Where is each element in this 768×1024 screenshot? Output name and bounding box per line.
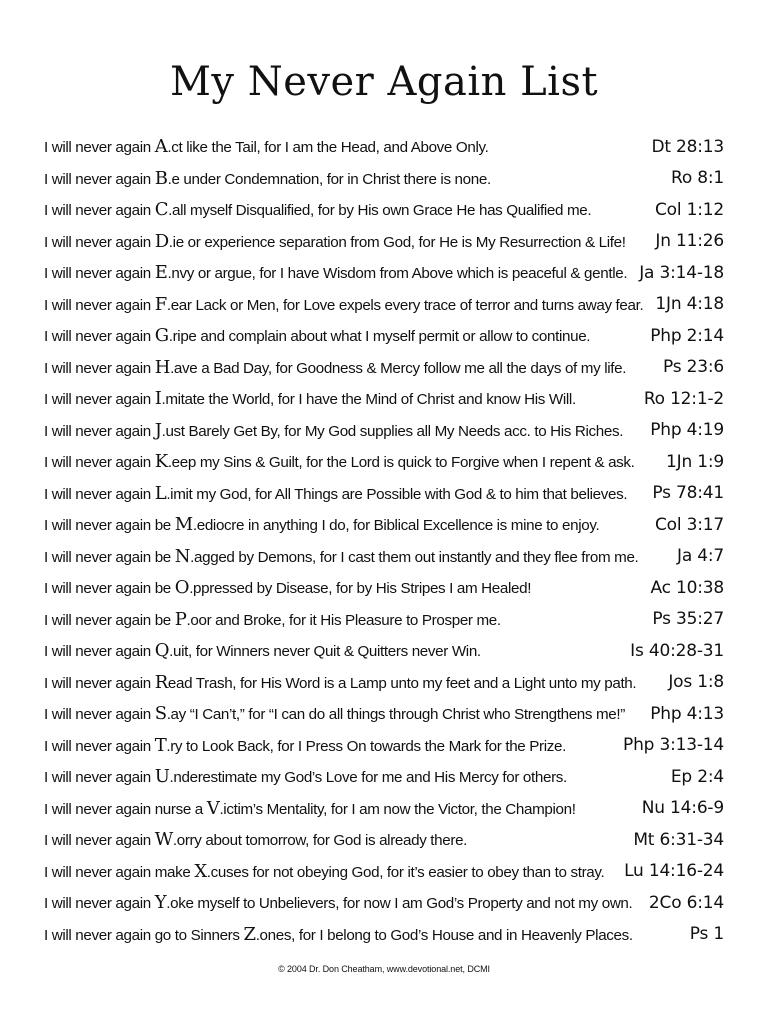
list-item	[44, 257, 724, 289]
scripture-reference: Dt 28:13	[651, 136, 724, 157]
statement-text	[44, 388, 638, 409]
statement-prefix: I will never again	[44, 454, 155, 472]
alphabet-letter: U	[154, 766, 170, 788]
list-item	[44, 226, 724, 258]
statement-prefix: I will never again	[44, 674, 155, 692]
list-item	[44, 824, 724, 856]
statement-prefix: I will never again	[44, 643, 155, 661]
scripture-reference: Col 3:17	[655, 514, 724, 535]
scripture-reference: Ps 35:27	[652, 609, 724, 630]
page-title: My Never Again List	[169, 59, 599, 105]
list-item	[44, 415, 724, 447]
alphabet-letter: N	[174, 545, 191, 567]
statement-text	[44, 798, 636, 819]
statement-prefix: I will never again	[44, 769, 155, 787]
alphabet-letter: S	[154, 703, 167, 725]
statement-text	[44, 766, 665, 787]
statement-text	[44, 735, 617, 756]
statement-prefix: I will never again be	[44, 611, 175, 629]
statement-prefix: I will never again	[44, 895, 155, 913]
list-item	[44, 446, 724, 478]
statement-prefix: I will never again	[44, 139, 155, 157]
alphabet-letter: L	[154, 482, 167, 504]
alphabet-letter: X	[194, 860, 207, 882]
alphabet-letter: G	[154, 325, 169, 347]
statement-rest: .mitate the World, for I have the Mind of Christ and know His Will.	[161, 391, 576, 409]
alphabet-letter: Y	[154, 892, 167, 914]
statement-rest: .ear Lack or Men, for Love expels every trace of terror and turns away fear.	[166, 296, 644, 314]
scripture-reference: Is 40:28-31	[630, 640, 724, 661]
statement-rest: .cuses for not obeying God, for it’s easier to obey than to stray.	[206, 863, 605, 881]
scripture-reference: Nu 14:6-9	[641, 798, 724, 819]
statement-text	[44, 325, 644, 346]
statement-text	[44, 168, 665, 189]
scripture-reference: Php 3:13-14	[623, 735, 724, 756]
statement-rest: ead Trash, for His Word is a Lamp unto my feet and a Light unto my path.	[167, 674, 637, 692]
statement-prefix: I will never again	[44, 485, 155, 503]
statement-prefix: I will never again nurse a	[44, 800, 207, 818]
list-item	[44, 541, 724, 573]
statement-prefix: I will never again	[44, 265, 155, 283]
scripture-reference: 2Co 6:14	[648, 892, 724, 913]
statement-rest: .nvy or argue, for I have Wisdom from Above which is peaceful & gentle.	[167, 265, 628, 283]
statement-rest: .ediocre in anything I do, for Biblical Excellence is mine to enjoy.	[192, 517, 600, 535]
list-item	[44, 856, 724, 888]
list-item	[44, 698, 724, 730]
statement-rest: .ones, for I belong to God’s House and in Heavenly Places.	[255, 926, 633, 944]
list-item	[44, 919, 724, 951]
alphabet-letter: R	[154, 671, 168, 693]
alphabet-letter: B	[154, 167, 168, 189]
statement-prefix: I will never again be	[44, 580, 175, 598]
scripture-reference: Php 4:13	[650, 703, 724, 724]
list-item	[44, 761, 724, 793]
statement-prefix: I will never again be	[44, 548, 175, 566]
statement-text	[44, 199, 649, 220]
statement-text	[44, 483, 646, 504]
statement-prefix: I will never again	[44, 202, 155, 220]
statement-text	[44, 262, 633, 283]
statement-prefix: I will never again	[44, 296, 155, 314]
scripture-reference: Php 2:14	[650, 325, 724, 346]
list-item	[44, 635, 724, 667]
scripture-reference: Ja 4:7	[677, 546, 724, 567]
alphabet-letter: M	[174, 514, 193, 536]
list-item	[44, 509, 724, 541]
scripture-reference: Jos 1:8	[668, 672, 724, 693]
statement-prefix: I will never again	[44, 359, 155, 377]
alphabet-letter: V	[206, 797, 220, 819]
alphabet-letter: P	[174, 608, 187, 630]
scripture-reference: Ps 78:41	[652, 483, 724, 504]
statement-rest: .ppressed by Disease, for by His Stripes I am Healed!	[189, 580, 532, 598]
list-item	[44, 320, 724, 352]
statement-rest: .oke myself to Unbelievers, for now I am God’s Property and not my own.	[166, 895, 633, 913]
scripture-reference: Jn 11:26	[655, 231, 724, 252]
statement-text	[44, 420, 644, 441]
statement-rest: .ust Barely Get By, for My God supplies all My Needs acc. to His Riches.	[161, 422, 624, 440]
scripture-reference: Ro 8:1	[670, 168, 724, 189]
statement-rest: .e under Condemnation, for in Christ there is none.	[167, 170, 491, 188]
scripture-reference: Ep 2:4	[670, 766, 724, 787]
list-item	[44, 194, 724, 226]
list-item	[44, 887, 724, 919]
statement-prefix: I will never again	[44, 391, 155, 409]
statement-text	[44, 514, 649, 535]
list-item	[44, 131, 724, 163]
statement-rest: .orry about tomorrow, for God is already there.	[172, 832, 468, 850]
statement-rest: .ictim’s Mentality, for I am now the Victor, the Champion!	[219, 800, 576, 818]
statement-text	[44, 703, 644, 724]
list-item	[44, 289, 724, 321]
alphabet-letter: I	[154, 388, 162, 410]
statement-rest: .ripe and complain about what I myself permit or allow to continue.	[168, 328, 591, 346]
scripture-reference: Ro 12:1-2	[643, 388, 724, 409]
statement-rest: .ave a Bad Day, for Goodness & Mercy follow me all the days of my life.	[170, 359, 627, 377]
statement-rest: .imit my God, for All Things are Possible with God & to him that believes.	[166, 485, 628, 503]
statement-rest: .uit, for Winners never Quit & Quitters never Win.	[169, 643, 481, 661]
alphabet-letter: Q	[154, 640, 170, 662]
statement-rest: .ry to Look Back, for I Press On towards the Mark for the Prize.	[166, 737, 566, 755]
statement-prefix: I will never again	[44, 233, 155, 251]
copyright-footer: © 2004 Dr. Don Cheatham, www.devotional.net, DCMI	[278, 964, 490, 974]
scripture-reference: Mt 6:31-34	[633, 829, 724, 850]
scripture-reference: Ja 3:14-18	[639, 262, 724, 283]
alphabet-letter: E	[154, 262, 168, 284]
statement-prefix: I will never again	[44, 737, 155, 755]
scripture-reference: Ac 10:38	[650, 577, 724, 598]
alphabet-letter: A	[154, 136, 168, 158]
statement-rest: .nderestimate my God’s Love for me and His Mercy for others.	[169, 769, 567, 787]
list-item	[44, 730, 724, 762]
scripture-reference: Col 1:12	[655, 199, 724, 220]
statement-text	[44, 640, 624, 661]
statement-prefix: I will never again	[44, 706, 155, 724]
statement-prefix: I will never again make	[44, 863, 195, 881]
alphabet-letter: D	[154, 230, 169, 252]
list-item	[44, 572, 724, 604]
statement-text	[44, 924, 684, 945]
alphabet-letter: C	[154, 199, 169, 221]
alphabet-letter: Z	[243, 923, 256, 945]
statement-text	[44, 136, 645, 157]
scripture-reference: Php 4:19	[650, 420, 724, 441]
statement-prefix: I will never again	[44, 170, 155, 188]
statement-rest: .all myself Disqualified, for by His own Grace He has Qualified me.	[168, 202, 592, 220]
alphabet-letter: W	[154, 829, 173, 851]
statement-rest: .agged by Demons, for I cast them out instantly and they flee from me.	[190, 548, 639, 566]
scripture-reference: Ps 23:6	[663, 357, 724, 378]
statement-text	[44, 892, 643, 913]
statement-prefix: I will never again	[44, 422, 155, 440]
list-item	[44, 383, 724, 415]
alphabet-letter: F	[154, 293, 167, 315]
alphabet-letter: T	[154, 734, 167, 756]
statement-prefix: I will never again go to Sinners	[44, 926, 244, 944]
statement-text	[44, 231, 649, 252]
statement-rest: .ct like the Tail, for I am the Head, and Above Only.	[167, 139, 489, 157]
alphabet-letter: H	[154, 356, 171, 378]
statement-text	[44, 294, 649, 315]
list-item	[44, 163, 724, 195]
list-item	[44, 604, 724, 636]
statement-prefix: I will never again	[44, 832, 155, 850]
scripture-reference: 1Jn 4:18	[655, 294, 724, 315]
statement-rest: .ie or experience separation from God, for He is My Resurrection & Life!	[168, 233, 626, 251]
scripture-reference: 1Jn 1:9	[666, 451, 724, 472]
statement-prefix: I will never again be	[44, 517, 175, 535]
scripture-reference: Ps 1	[689, 924, 724, 945]
statement-text	[44, 672, 662, 693]
never-again-list	[44, 131, 724, 950]
statement-text	[44, 546, 671, 567]
statement-text	[44, 829, 627, 850]
list-item	[44, 478, 724, 510]
list-item	[44, 352, 724, 384]
list-item	[44, 793, 724, 825]
statement-rest: .eep my Sins & Guilt, for the Lord is quick to Forgive when I repent & ask.	[167, 454, 635, 472]
statement-prefix: I will never again	[44, 328, 155, 346]
alphabet-letter: K	[154, 451, 168, 473]
statement-rest: .ay “I Can’t,” for “I can do all things through Christ who Strengthens me!”	[166, 706, 625, 724]
alphabet-letter: O	[174, 577, 190, 599]
statement-text	[44, 861, 618, 882]
statement-text	[44, 357, 657, 378]
scripture-reference: Lu 14:16-24	[624, 861, 724, 882]
statement-text	[44, 451, 660, 472]
alphabet-letter: J	[154, 419, 162, 441]
statement-rest: .oor and Broke, for it His Pleasure to Prosper me.	[186, 611, 501, 629]
statement-text	[44, 577, 645, 598]
statement-text	[44, 609, 646, 630]
list-item	[44, 667, 724, 699]
